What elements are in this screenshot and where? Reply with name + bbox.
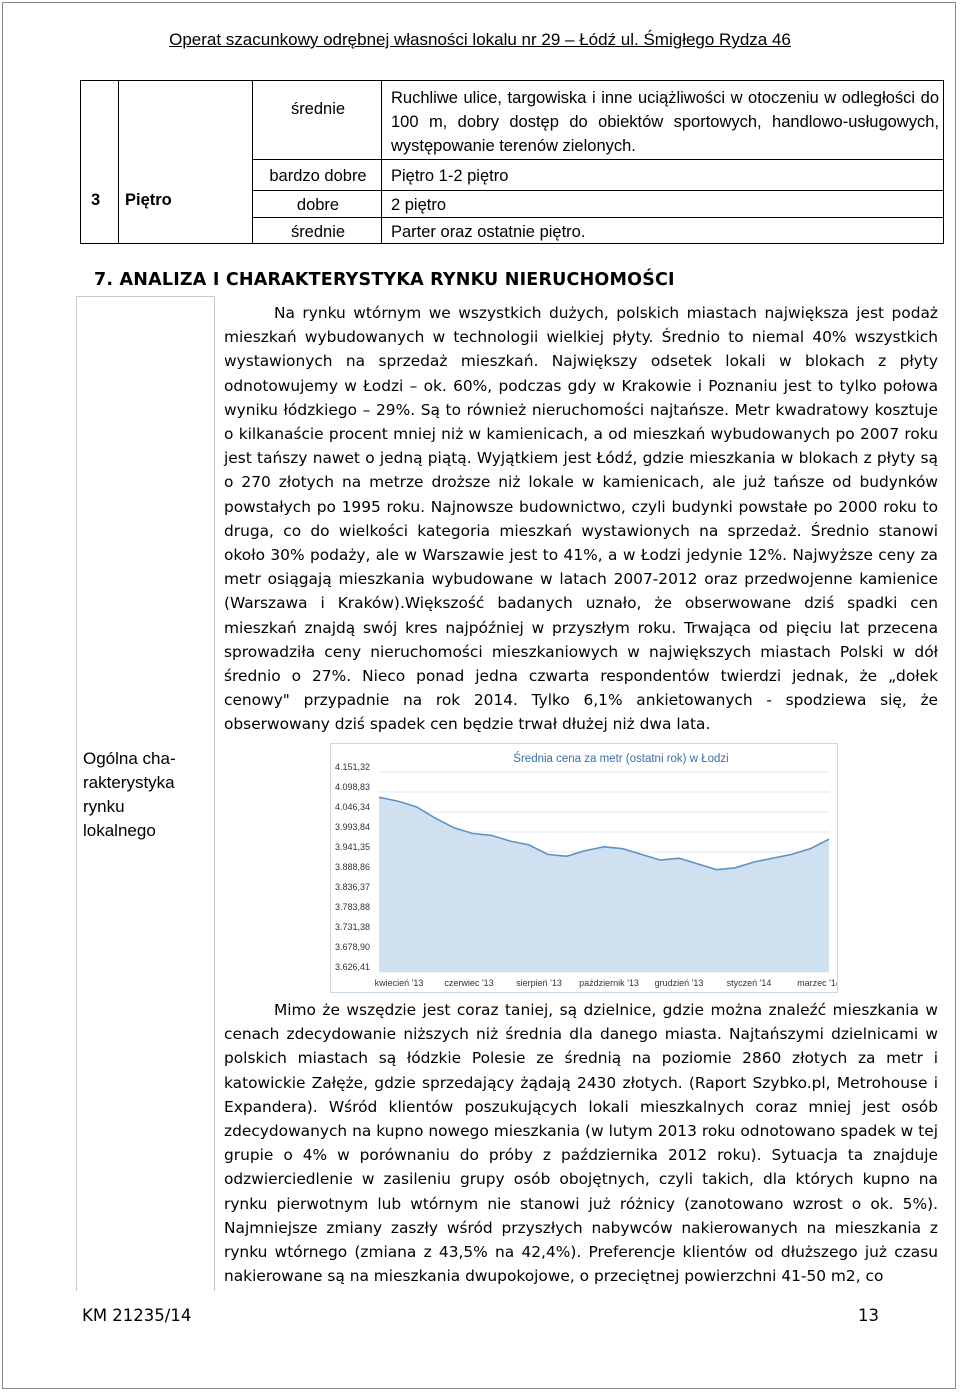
- table-number-cell: [80, 80, 119, 244]
- side-label-line-4: lokalnego: [83, 821, 156, 840]
- desc-cell-1: [381, 80, 944, 160]
- chart-plot: [379, 797, 829, 972]
- side-label: [83, 747, 176, 843]
- chart-x-tick-label: styczeń '14: [726, 978, 772, 988]
- chart-x-tick-label: kwiecień '13: [374, 978, 424, 988]
- chart-y-tick-label: 4.046,34: [335, 802, 371, 812]
- price-chart: [330, 743, 838, 993]
- grade-cell-4: [252, 217, 382, 244]
- chart-y-tick-label: 3.783,88: [335, 902, 371, 912]
- desc-4: Parter oraz ostatnie piętro.: [391, 223, 586, 241]
- side-label-line-3: rynku: [83, 797, 125, 816]
- chart-y-tick-label: 3.993,84: [335, 822, 371, 832]
- grade-cell-1: [252, 80, 382, 160]
- chart-y-tick-label: 4.151,32: [335, 762, 371, 772]
- chart-x-tick-label: październik '13: [579, 978, 639, 988]
- table-label-cell: [118, 80, 253, 244]
- grade-1: średnie: [290, 100, 346, 118]
- desc-2: Piętro 1-2 piętro: [391, 167, 509, 185]
- chart-y-tick-label: 3.678,90: [335, 942, 371, 952]
- chart-y-tick-label: 4.098,83: [335, 782, 371, 792]
- desc-cell-2: [381, 159, 944, 191]
- desc-cell-4: [381, 217, 944, 244]
- paragraph-2: Mimo że wszędzie jest coraz taniej, są dzielnice, gdzie można znaleźć mieszkania w cenach zdecydowanie niższych niż średnia dla danego miasta. Najtańszymi dzielnicami w polskich miastach są łódzkie Polesie ze średnią na poziomie 2860 złotych za metr i katowickie Załęże, gdzie sprzedający żądają 2430 złotych. (Raport Szybko.pl, Metrohouse i Expandera). Wśród klientów poszukujących lokali mieszkalnych coraz mniej jest osób zdecydowanych na kupno nowego mieszkania (w lutym 2013 roku odnotowano spadek w tej grupie o 4% w porównaniu do próby z października 2012 roku). Sytuacja ta znajduje odzwierciedlenie w zasileniu grupy osób obojętnych, czyli takich, dla których kupno na rynku pierwotnym lub wtórnym nie stanowi już różnicy (zanotowano wzrost o ok. 5%). Najmniejsze zmiany zaszły wśród przyszłych nabywców nakierowanych na mieszkania z rynku wtórnego (zmiana z 43,5% na 42,4%). Preferencje klientów od dłuższego już czasu nakierowane są na mieszkania dwupokojowe, o przeciętnej powierzchni 41-50 m2, co: [224, 1001, 938, 1286]
- side-label-cell: [76, 296, 215, 1291]
- desc-cell-3: [381, 190, 944, 218]
- chart-y-tick-label: 3.731,38: [335, 922, 371, 932]
- page-number: 13: [858, 1306, 879, 1325]
- chart-title: Średnia cena za metr (ostatni rok) w Łodzi: [513, 753, 729, 765]
- desc-3: 2 piętro: [391, 196, 447, 214]
- grade-cell-3: [252, 190, 382, 218]
- page-header: Operat szacunkowy odrębnej własności lokalu nr 29 – Łódź ul. Śmigłego Rydza 46: [169, 30, 791, 49]
- chart-x-ticks: [375, 978, 837, 988]
- row-label: Piętro: [125, 191, 172, 209]
- chart-y-tick-label: 3.888,86: [335, 862, 371, 872]
- grade-3: dobre: [296, 196, 340, 214]
- grade-2: bardzo dobre: [269, 167, 367, 185]
- chart-x-tick-label: czerwiec '13: [444, 978, 494, 988]
- section-title: 7. ANALIZA I CHARAKTERYSTYKA RYNKU NIERUCHOMOŚCI: [94, 270, 675, 290]
- footer-reference: KM 21235/14: [82, 1306, 192, 1325]
- paragraph-1: Na rynku wtórnym we wszystkich dużych, polskich miastach największa jest podaż mieszkań wybudowanych w technologii wielkiej płyty. Średnio to niemal 40% wszystkich wystawionych na sprzedaż mieszkań. Największy odsetek lokali w blokach z płyty odnotowujemy w Łodzi – ok. 60%, podczas gdy w Krakowie i Poznaniu jest to tylko połowa wyniku łódzkiego – 29%. Są to również nieruchomości najtańsze. Metr kwadratowy kosztuje o kilkanaście procent mniej niż w kamienicach, a od mieszkań wybudowanych po 2007 roku jest tańszy nawet o jedną piątą. Wyjątkiem jest Łódź, gdzie mieszkania w blokach z płyty są o 270 złotych na metrze droższe niż lokale w kamienicach, ale już tańsze od budynków powstałych po 1995 roku. Najnowsze budownictwo, czyli budynki powstałe po 2000 roku to druga, co do wielkości kategoria mieszkań wystawionych na sprzedaż. Średnio stanowi około 30% podaży, ale w Warszawie jest to 41%, a w Łodzi jedynie 12%. Najwyższe ceny za metr osiągają mieszkania wybudowane w latach 2007-2012 oraz przedwojenne kamienice (Warszawa i Kraków).Większość badanych uznało, że obserwowane dziś spadki cen mieszkań znajdą swój kres najpóźniej w przyszłym roku. Trwająca od pięciu lat przecena sprowadziła ceny nieruchomości mieszkaniowych w największych miastach Polski w dół średnio o 27%. Nieco ponad jedna czwarta respondentów twierdzi jednak, że „dołek cenowy" przypadnie na rok 2014. Tylko 6,1% ankietowanych - spodziewa się, że obserwowany dziś spadek cen będzie trwał dłużej niż dwa lata.: [224, 304, 938, 734]
- grade-4: średnie: [290, 223, 346, 241]
- desc-1: Ruchliwe ulice, targowiska i inne uciążliwości w otoczeniu w odległości do 100 m, dobry dostęp do obiektów sportowych, handlowo-usługowych, występowanie terenów zielonych.: [391, 89, 939, 155]
- side-label-line-1: Ogólna cha-: [83, 749, 176, 768]
- chart-y-ticks: [335, 762, 370, 972]
- chart-x-tick-label: marzec '14: [797, 978, 837, 988]
- chart-x-tick-label: grudzień '13: [654, 978, 704, 988]
- chart-svg: [331, 744, 837, 992]
- chart-y-tick-label: 3.626,41: [335, 962, 371, 972]
- chart-x-tick-label: sierpień '13: [516, 978, 562, 988]
- side-label-line-2: rakterystyka: [83, 773, 175, 792]
- row-number: 3: [91, 191, 101, 209]
- chart-y-tick-label: 3.941,35: [335, 842, 371, 852]
- grade-cell-2: [252, 159, 382, 191]
- chart-y-tick-label: 3.836,37: [335, 882, 371, 892]
